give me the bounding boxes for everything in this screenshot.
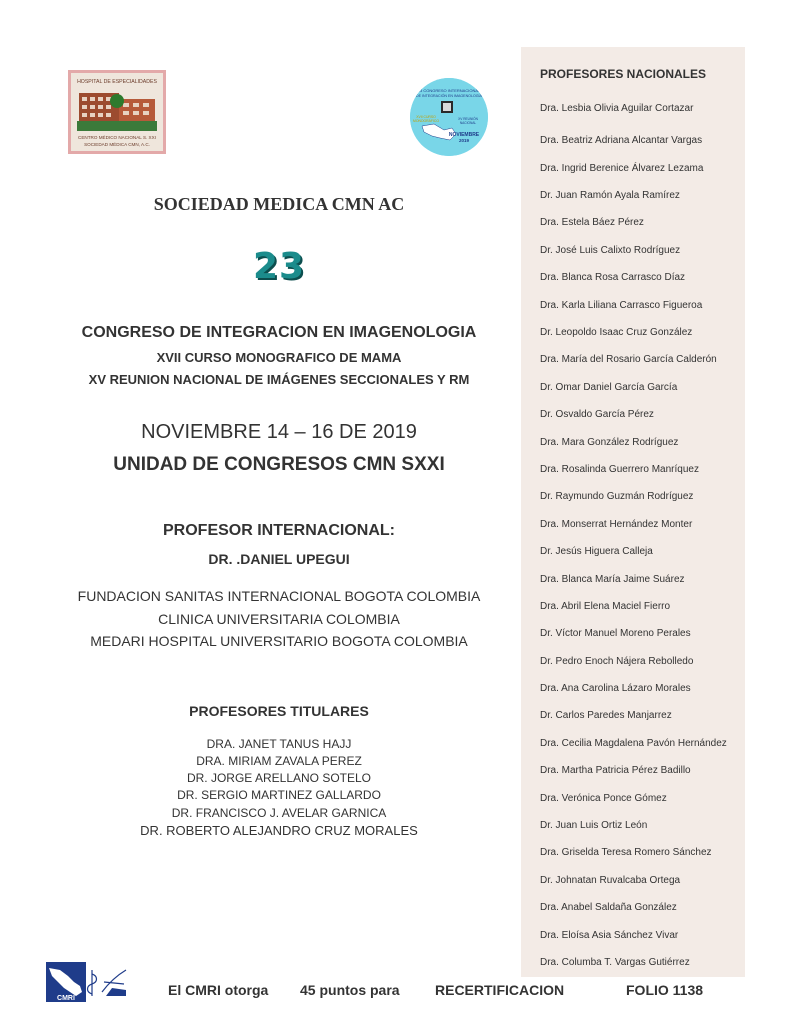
svg-text:DE INTEGRACIÓN EN IMAGENOLOGÍA: DE INTEGRACIÓN EN IMAGENOLOGÍA	[416, 94, 482, 98]
national-professor: Dra. Verónica Ponce Gómez	[540, 793, 667, 804]
svg-text:MONOGRÁFICO: MONOGRÁFICO	[413, 119, 439, 123]
svg-text:XV REUNIÓN: XV REUNIÓN	[458, 117, 478, 121]
national-professor: Dr. Osvaldo García Pérez	[540, 409, 654, 420]
society-name: SOCIEDAD MEDICA CMN AC	[153, 194, 405, 214]
national-professor: Dra. Abril Elena Maciel Fierro	[540, 601, 671, 612]
national-professor: Dra. Cecilia Magdalena Pavón Hernández	[540, 738, 727, 749]
national-professors-heading: PROFESORES NACIONALES	[540, 67, 707, 81]
national-professors-panel	[521, 47, 745, 977]
titular-professor: DRA. MIRIAM ZAVALA PEREZ	[196, 754, 362, 768]
national-professor: Dra. Rosalinda Guerrero Manríquez	[540, 464, 699, 475]
svg-text:2019: 2019	[458, 138, 470, 143]
edition-number: 23	[252, 246, 306, 287]
national-professor: Dr. Víctor Manuel Moreno Perales	[540, 628, 691, 639]
national-professor: Dr. Raymundo Guzmán Rodríguez	[540, 491, 694, 502]
affiliation: CLINICA UNIVERSITARIA COLOMBIA	[158, 611, 400, 627]
footer-cmri-grants: El CMRI otorga	[168, 982, 269, 998]
event-venue: UNIDAD DE CONGRESOS CMN SXXI	[113, 454, 445, 475]
event-dates: NOVIEMBRE 14 – 16 DE 2019	[141, 421, 417, 443]
international-professor-name: DR. .DANIEL UPEGUI	[208, 551, 350, 567]
national-professor: Dra. Karla Liliana Carrasco Figueroa	[540, 300, 703, 311]
national-professor: Dr. José Luis Calixto Rodríguez	[540, 245, 681, 256]
national-professor: Dr. Jesús Higuera Calleja	[540, 546, 653, 557]
meeting-title: XV REUNION NACIONAL DE IMÁGENES SECCIONALES Y RM	[88, 372, 470, 387]
national-professor: Dra. Blanca María Jaime Suárez	[540, 574, 685, 585]
titular-professor: DR. FRANCISCO J. AVELAR GARNICA	[171, 806, 387, 820]
titular-professor: DR. ROBERTO ALEJANDRO CRUZ MORALES	[140, 823, 418, 838]
national-professor: Dr. Juan Luis Ortiz León	[540, 820, 648, 831]
svg-text:NOVIEMBRE: NOVIEMBRE	[448, 132, 480, 138]
national-professor: Dra. Mara González Rodríguez	[540, 437, 679, 448]
hospital-building-icon	[71, 73, 163, 151]
national-professor: Dra. María del Rosario García Calderón	[540, 354, 717, 365]
national-professor: Dra. Martha Patricia Pérez Badillo	[540, 765, 691, 776]
affiliation: FUNDACION SANITAS INTERNACIONAL BOGOTA COLOMBIA	[77, 588, 481, 604]
hospital-logo-text-mid: CENTRO MÉDICO NACIONAL S. XXI	[78, 135, 156, 140]
hospital-logo-text-top: HOSPITAL DE ESPECIALIDADES	[77, 79, 157, 85]
cmri-logo	[46, 962, 130, 1002]
national-professor: Dr. Pedro Enoch Nájera Rebolledo	[540, 656, 694, 667]
footer-points: 45 puntos para	[300, 982, 400, 998]
titular-professor: DR. JORGE ARELLANO SOTELO	[186, 771, 372, 785]
footer-folio: FOLIO 1138	[626, 982, 704, 998]
national-professor: Dr. Omar Daniel García García	[540, 382, 678, 393]
congress-seal-icon	[410, 78, 488, 156]
national-professor: Dr. Carlos Paredes Manjarrez	[540, 710, 672, 721]
course-title: XVII CURSO MONOGRAFICO DE MAMA	[156, 350, 402, 365]
hospital-logo-text-bottom: SOCIEDAD MÉDICA CMN, A.C.	[84, 142, 150, 147]
affiliation: MEDARI HOSPITAL UNIVERSITARIO BOGOTA COLOMBIA	[90, 633, 468, 649]
svg-text:XVII CURSO: XVII CURSO	[416, 115, 436, 119]
national-professor: Dra. Griselda Teresa Romero Sánchez	[540, 847, 712, 858]
congress-title: CONGRESO DE INTEGRACION EN IMAGENOLOGIA	[81, 324, 477, 341]
titular-professor: DR. SERGIO MARTINEZ GALLARDO	[177, 788, 381, 802]
titular-professors-heading: PROFESORES TITULARES	[189, 703, 369, 719]
national-professor: Dra. Ingrid Berenice Álvarez Lezama	[540, 163, 704, 174]
national-professor: Dra. Beatriz Adriana Alcantar Vargas	[540, 135, 703, 146]
titular-professor: DRA. JANET TANUS HAJJ	[206, 737, 352, 751]
national-professor: Dra. Ana Carolina Lázaro Morales	[540, 683, 691, 694]
international-professor-heading: PROFESOR INTERNACIONAL:	[163, 522, 395, 539]
cmri-logo-label: CMRI	[57, 995, 75, 1002]
national-professor: Dra. Anabel Saldaña González	[540, 902, 677, 913]
national-professor: Dr. Leopoldo Isaac Cruz González	[540, 327, 693, 338]
national-professor: Dra. Columba T. Vargas Gutiérrez	[540, 957, 690, 968]
hospital-logo	[68, 70, 166, 154]
national-professor: Dra. Blanca Rosa Carrasco Díaz	[540, 272, 686, 283]
congress-logo	[410, 78, 488, 156]
national-professor: Dra. Eloísa Asia Sánchez Vivar	[540, 930, 679, 941]
national-professor: Dr. Juan Ramón Ayala Ramírez	[540, 190, 680, 201]
svg-text:NACIONAL: NACIONAL	[459, 121, 477, 125]
national-professor: Dr. Johnatan Ruvalcaba Ortega	[540, 875, 681, 886]
svg-text:23 CONGRESO INTERNACIONAL: 23 CONGRESO INTERNACIONAL	[417, 88, 481, 93]
national-professor: Dra. Lesbia Olivia Aguilar Cortazar	[540, 103, 694, 114]
national-professor: Dra. Estela Báez Pérez	[540, 217, 644, 228]
footer-recertification: RECERTIFICACION	[435, 982, 565, 998]
cmri-map-icon	[46, 962, 130, 1002]
national-professor: Dra. Monserrat Hernández Monter	[540, 519, 693, 530]
